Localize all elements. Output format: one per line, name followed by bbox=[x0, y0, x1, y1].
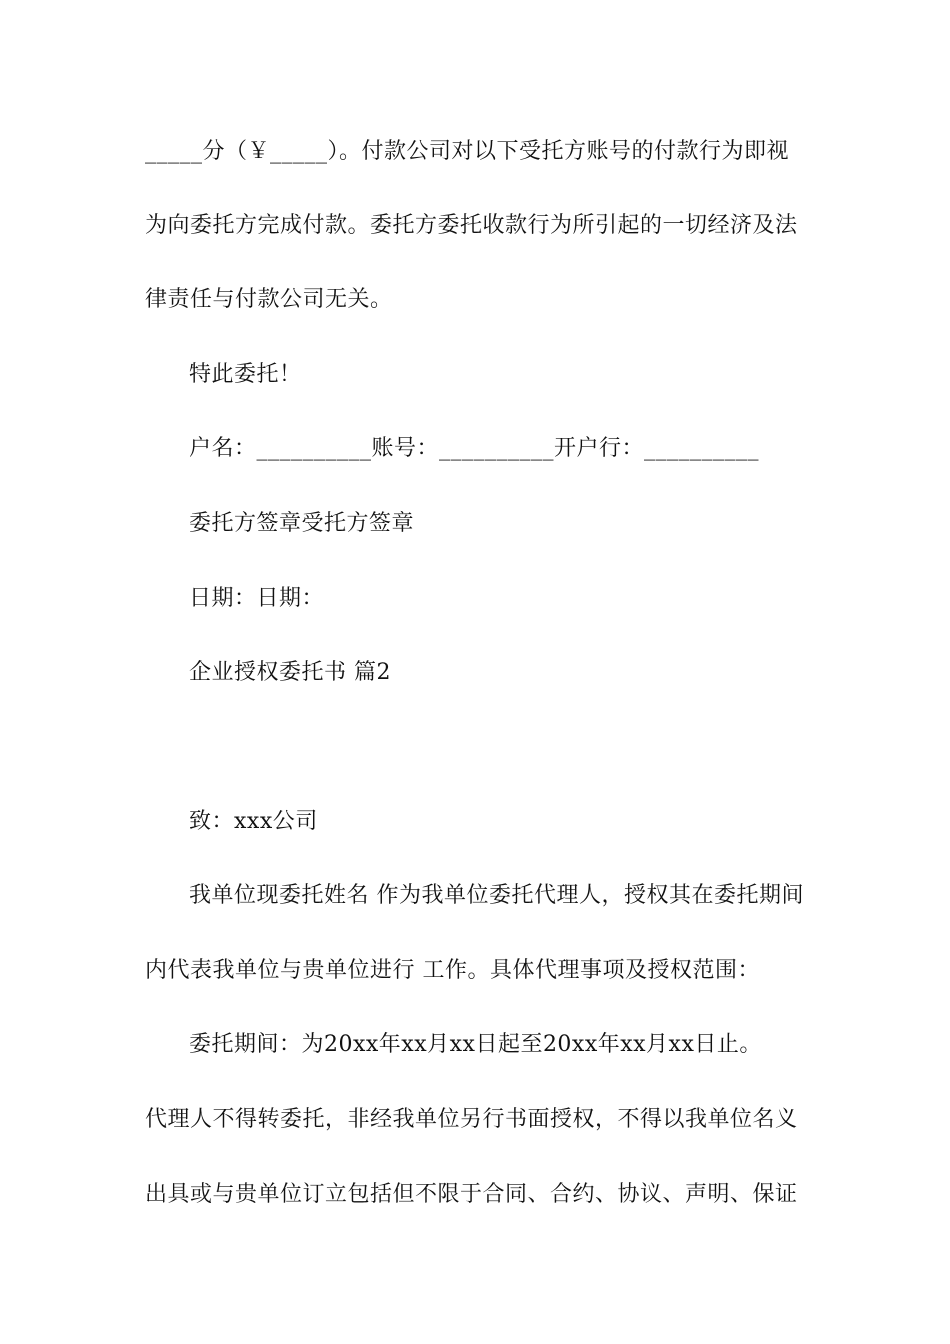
paragraph-line: 内代表我单位与贵单位进行 工作。具体代理事项及授权范围： bbox=[145, 958, 760, 983]
account-fields-line: 户名：__________账号：__________开户行：__________ bbox=[189, 436, 760, 461]
addressee-line: 致：xxx公司 bbox=[189, 809, 318, 834]
paragraph-line: 为向委托方完成付款。委托方委托收款行为所引起的一切经济及法 bbox=[145, 213, 798, 238]
paragraph-line: 出具或与贵单位订立包括但不限于合同、合约、协议、声明、保证 bbox=[145, 1182, 798, 1207]
paragraph-line: 我单位现委托姓名 作为我单位委托代理人，授权其在委托期间 bbox=[189, 883, 804, 908]
date-line: 日期：日期： bbox=[189, 586, 325, 611]
paragraph-line: 委托期间：为20xx年xx月xx日起至20xx年xx月xx日止。 bbox=[189, 1032, 762, 1057]
closing-phrase: 特此委托！ bbox=[189, 362, 302, 387]
paragraph-line: _____分（￥_____）。付款公司对以下受托方账号的付款行为即视 bbox=[145, 139, 790, 164]
paragraph-line: 律责任与付款公司无关。 bbox=[145, 287, 393, 312]
section-heading: 企业授权委托书 篇2 bbox=[189, 660, 391, 685]
signature-line: 委托方签章受托方签章 bbox=[189, 511, 415, 536]
paragraph-line: 代理人不得转委托，非经我单位另行书面授权，不得以我单位名义 bbox=[145, 1107, 798, 1132]
